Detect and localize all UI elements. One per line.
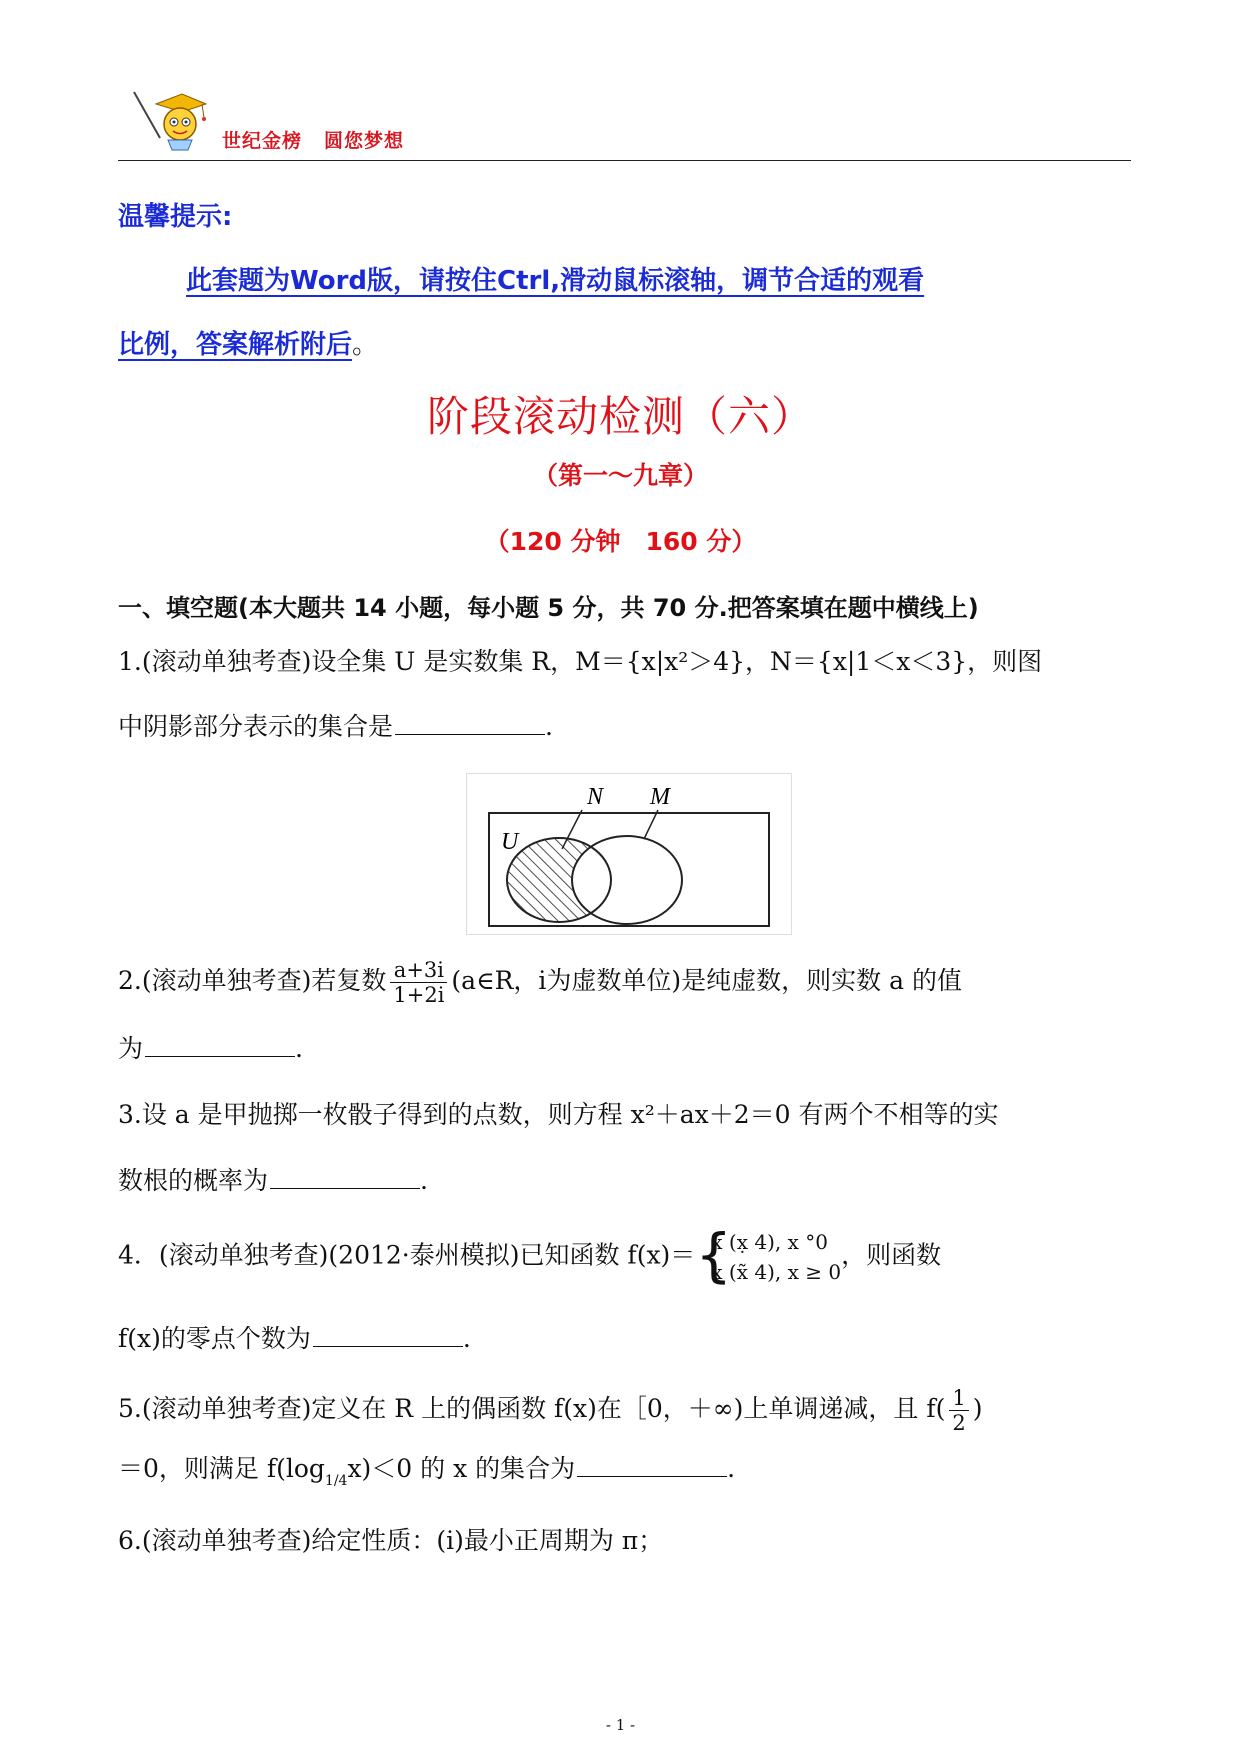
question-3-line-2: 数根的概率为 . <box>118 1166 428 1195</box>
question-3-line-1: 3.设 a 是甲抛掷一枚骰子得到的点数，则方程 x²＋ax＋2＝0 有两个不相等的实 <box>118 1100 999 1129</box>
answer-blank-1 <box>395 712 545 735</box>
venn-label-n: N <box>587 784 604 810</box>
page-number: - 1 - <box>605 1716 636 1734</box>
venn-diagram <box>466 773 792 935</box>
piecewise-function: { x (x̣ 4), x °0 x (x̃ 4), x ≥ 0 <box>695 1221 842 1289</box>
tip-line-2-end: 。 <box>352 330 379 360</box>
venn-label-u: U <box>501 829 519 855</box>
question-1-line-1: 1.(滚动单独考查)设全集 U 是实数集 R，M＝{x|x²＞4}，N＝{x|1＜x＜3}，则图 <box>118 647 1043 676</box>
slogan-left: 世纪金榜 <box>222 130 303 152</box>
question-4-line-1: 4．(滚动单独考查)(2012·泰州模拟)已知函数 f(x)＝ { x (x̣ 4), x °0 x (x̃ 4), x ≥ 0 ，则函数 <box>118 1221 942 1289</box>
document-chapters: （第一～九章） <box>532 461 708 490</box>
tip-line-2-wrap <box>118 324 378 361</box>
log-base: 1/4 <box>324 1473 348 1489</box>
question-2-line-2: 为 . <box>118 1034 303 1063</box>
question-5-fraction: $\frac{1}{2}$ <box>949 1386 968 1435</box>
mascot-logo-icon <box>130 86 210 152</box>
question-1-text: 中阴影部分表示的集合是 <box>118 712 394 741</box>
answer-blank-3 <box>270 1166 420 1189</box>
slogan-right: 圆您梦想 <box>324 130 405 152</box>
tip-title: 温馨提示: <box>118 202 233 232</box>
answer-blank-5 <box>577 1454 727 1477</box>
question-2-fraction: $\frac{a+3i}{1+2i}$ <box>390 958 447 1007</box>
tip-line-1: 此套题为Word版，请按住Ctrl,滑动鼠标滚轴，调节合适的观看 <box>186 266 925 296</box>
question-2-line-1: 2.(滚动单独考查)若复数 $\frac{a+3i}{1+2i}$ (a∈R，ⅰ为虚数单位)是纯虚数，则实数 a 的值 <box>118 958 962 1007</box>
answer-blank-2 <box>145 1034 295 1057</box>
venn-label-m: M <box>650 784 670 810</box>
question-5-line-1: 5.(滚动单独考查)定义在 R 上的偶函数 f(x)在［0，＋∞)上单调递减，且 f( $\frac{1}{2}$ ) <box>118 1386 983 1435</box>
question-6-line-1: 6.(滚动单独考查)给定性质：(ⅰ)最小正周期为 π； <box>118 1526 664 1555</box>
document-time-score: （120 分钟 160 分） <box>484 527 757 556</box>
header-divider <box>118 160 1131 161</box>
question-1-line-2: 中阴影部分表示的集合是 . <box>118 712 553 741</box>
header-slogan <box>222 126 404 153</box>
question-4-line-2: f(x)的零点个数为 . <box>118 1324 471 1353</box>
section-heading: 一、填空题(本大题共 14 小题，每小题 5 分，共 70 分.把答案填在题中横线上) <box>118 594 979 622</box>
tip-line-2: 比例，答案解析附后 <box>118 330 353 360</box>
question-5-line-2: ＝0，则满足 $f(\log_{1/4}x)<0$ 的 x 的集合为 . <box>118 1454 736 1489</box>
document-title: 阶段滚动检测（六） <box>426 392 814 441</box>
answer-blank-4 <box>313 1324 463 1347</box>
